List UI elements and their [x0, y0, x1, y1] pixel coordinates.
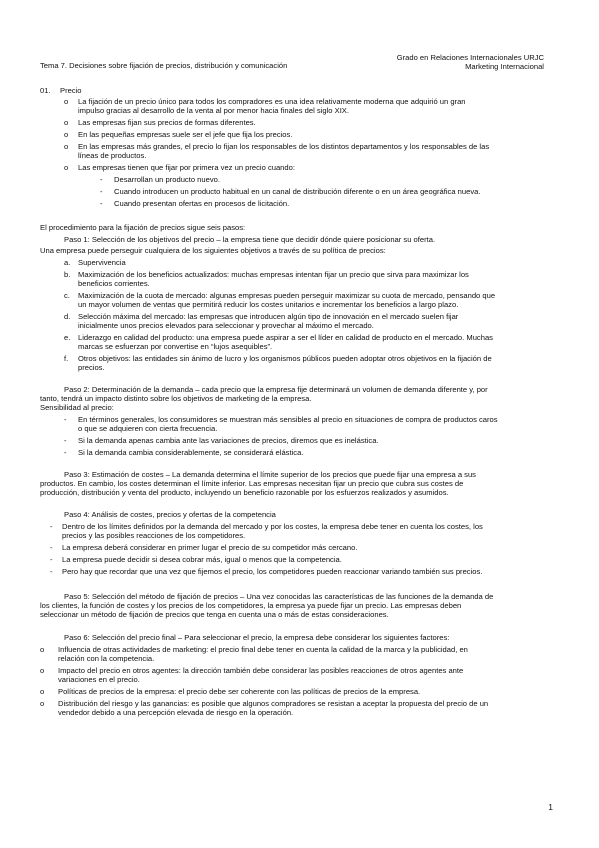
bullet-mark: o — [40, 699, 45, 708]
list-text: marcas se esfuerzan por convertise en “lujos asequibles”. — [78, 342, 273, 351]
dash-mark: - — [64, 415, 67, 424]
bullet-mark: o — [40, 666, 45, 675]
dash-item: precios y las posibles reacciones de los competidores. — [62, 531, 246, 540]
sub-item: Cuando introducen un producto habitual en un canal de distribución diferente o en un área geográfica nueva. — [114, 187, 481, 196]
dash-item: o que se adquieren con cierta frecuencia. — [78, 424, 218, 433]
bullet-text: Influencia de otras actividades de marketing: el precio final debe tener en cuenta la calidad de la marca y la publicidad, en — [58, 645, 468, 654]
bullet-mark: o — [40, 687, 45, 696]
list-marker: c. — [64, 291, 70, 300]
sub-item: Desarrollan un producto nuevo. — [114, 175, 220, 184]
dash-mark: - — [64, 436, 67, 445]
bullet-mark: o — [40, 645, 45, 654]
step-6-title: Paso 6: Selección del precio final – Para seleccionar el precio, la empresa debe considerar los siguientes factores: — [64, 633, 450, 642]
dash-item: Si la demanda cambia considerablemente, se considerará elástica. — [78, 448, 304, 457]
step-5-text: Paso 5: Selección del método de fijación de precios – Una vez conocidas las características de las funciones de la demanda de — [64, 592, 494, 601]
list-text: Maximización de los beneficios actualizados: muchas empresas intentan fijar un precio que sirva para maximizar los — [78, 270, 469, 279]
dash-item: Pero hay que recordar que una vez que fijemos el precio, los competidores pueden reaccionar variando también sus precios. — [62, 567, 483, 576]
bullet-text: Políticas de precios de la empresa: el precio debe ser coherente con las políticas de precios de la empresa. — [58, 687, 421, 696]
section-title: Precio — [60, 86, 82, 95]
dash-item: En términos generales, los consumidores se muestran más sensibles al precio en situaciones de compra de productos caros — [78, 415, 498, 424]
bullet-text: En las empresas más grandes, el precio lo fijan los responsables de los distintos departamentos y los responsables de las — [78, 142, 490, 151]
bullet-text: impulso gracias al desarrollo de la venta al por menor hacia finales del siglo XIX. — [78, 106, 349, 115]
bullet-text: variaciones en el precio. — [58, 675, 140, 684]
procedure-intro: El procedimiento para la fijación de precios sigue seis pasos: — [40, 223, 246, 232]
bullet-mark: o — [64, 97, 69, 106]
dash-mark: - — [50, 555, 53, 564]
bullet-text: Distribución del riesgo y las ganancias: es posible que algunos compradores se resistan a aceptar la propuesta del precio de un — [58, 699, 489, 708]
list-marker: d. — [64, 312, 71, 321]
step-3-text: Paso 3: Estimación de costes – La demanda determina el límite superior de los precios que puede fijar una empresa a sus — [64, 470, 476, 479]
list-text: inicialmente unos precios elevados para seleccionar y provechar al máximo el mercado. — [78, 321, 374, 330]
dash-mark: - — [100, 199, 103, 208]
step-1-title: Paso 1: Selección de los objetivos del precio – la empresa tiene que decidir dónde quiere posicionar su oferta. — [64, 235, 436, 244]
bullet-text: Impacto del precio en otros agentes: la dirección también debe considerar las posibles reacciones de otros agentes ante — [58, 666, 464, 675]
dash-mark: - — [50, 543, 53, 552]
step-1-intro: Una empresa puede perseguir cualquiera de los siguientes objetivos a través de su política de precios: — [40, 246, 386, 255]
list-marker: b. — [64, 270, 71, 279]
list-text: Otros objetivos: las entidades sin ánimo de lucro y los organismos públicos pueden adoptar otros objetivos en la fijación de — [78, 354, 492, 363]
list-text: Selección máxima del mercado: las empresas que introducen algún tipo de innovación en el mercado suelen fijar — [78, 312, 459, 321]
step-3-text: producción, distribución y venta del producto, incluyendo un beneficio razonable por los esfuerzos realizados y asumidos. — [40, 488, 449, 497]
list-marker: e. — [64, 333, 71, 342]
dash-item: Si la demanda apenas cambia ante las variaciones de precios, diremos que es inelástica. — [78, 436, 379, 445]
bullet-text: Las empresas tienen que fijar por primera vez un precio cuando: — [78, 163, 295, 172]
list-marker: f. — [64, 354, 69, 363]
list-text: Supervivencia — [78, 258, 126, 267]
dash-mark: - — [50, 522, 53, 531]
sub-item: Cuando presentan ofertas en procesos de licitación. — [114, 199, 290, 208]
step-5-text: seleccionar un método de fijación de precios que tenga en cuenta una o más de estas consideraciones. — [40, 610, 389, 619]
list-text: un mayor volumen de ventas que permitirá reducir los costes unitarios e incrementar los beneficios a largo plazo. — [78, 300, 459, 309]
step-2-text: tanto, tendrá un impacto distinto sobre los objetivos de marketing de la empresa. — [40, 394, 312, 403]
bullet-text: En las pequeñas empresas suele ser el jefe que fija los precios. — [78, 130, 293, 139]
step-2-text: Paso 2: Determinación de la demanda – cada precio que la empresa fije determinará un volumen de demanda diferente y, por — [64, 385, 488, 394]
bullet-mark: o — [64, 130, 69, 139]
dash-mark: - — [100, 187, 103, 196]
bullet-mark: o — [64, 163, 69, 172]
dash-item: Dentro de los límites definidos por la demanda del mercado y por los costes, la empresa debe tener en cuenta los costes, los — [62, 522, 483, 531]
header-line-2: Marketing Internacional — [465, 62, 544, 71]
doc-title: Tema 7. Decisiones sobre fijación de precios, distribución y comunicación — [40, 61, 288, 70]
bullet-text: relación con la competencia. — [58, 654, 155, 663]
step-4-title: Paso 4: Análisis de costes, precios y ofertas de la competencia — [64, 510, 276, 519]
step-5-text: los clientes, la función de costes y los precios de los competidores, la empresa ya puede fijar un precio. Las empresas deben — [40, 601, 462, 610]
list-marker: a. — [64, 258, 71, 267]
bullet-mark: o — [64, 142, 69, 151]
step-2-text: Sensibilidad al precio: — [40, 403, 114, 412]
step-3-text: productos. En cambio, los costes determinan el límite inferior. Las empresas necesitan fijar un precio que cubra sus costes de — [40, 479, 464, 488]
dash-item: La empresa puede decidir si desea cobrar más, igual o menos que la competencia. — [62, 555, 342, 564]
bullet-text: líneas de productos. — [78, 151, 147, 160]
list-text: Liderazgo en calidad del producto: una empresa puede aspirar a ser el líder en calidad de producto en el mercado. Muchas — [78, 333, 493, 342]
header-line-1: Grado en Relaciones Internacionales URJC — [396, 53, 544, 62]
dash-item: La empresa deberá considerar en primer lugar el precio de su competidor más cercano. — [62, 543, 358, 552]
list-text: beneficios corrientes. — [78, 279, 150, 288]
section-number: 01. — [40, 86, 51, 95]
dash-mark: - — [50, 567, 53, 576]
list-text: precios. — [78, 363, 105, 372]
bullet-text: vendedor debido a una percepción elevada de riesgo en la operación. — [58, 708, 294, 717]
bullet-text: Las empresas fijan sus precios de formas diferentes. — [78, 118, 256, 127]
list-text: Maximización de la cuota de mercado: algunas empresas pueden perseguir maximizar su cuota de mercado, pensando que — [78, 291, 496, 300]
dash-mark: - — [100, 175, 103, 184]
dash-mark: - — [64, 448, 67, 457]
bullet-text: La fijación de un precio único para todos los compradores es una idea relativamente moderna que adquirió un gran — [78, 97, 466, 106]
page-number: 1 — [548, 802, 553, 812]
bullet-mark: o — [64, 118, 69, 127]
